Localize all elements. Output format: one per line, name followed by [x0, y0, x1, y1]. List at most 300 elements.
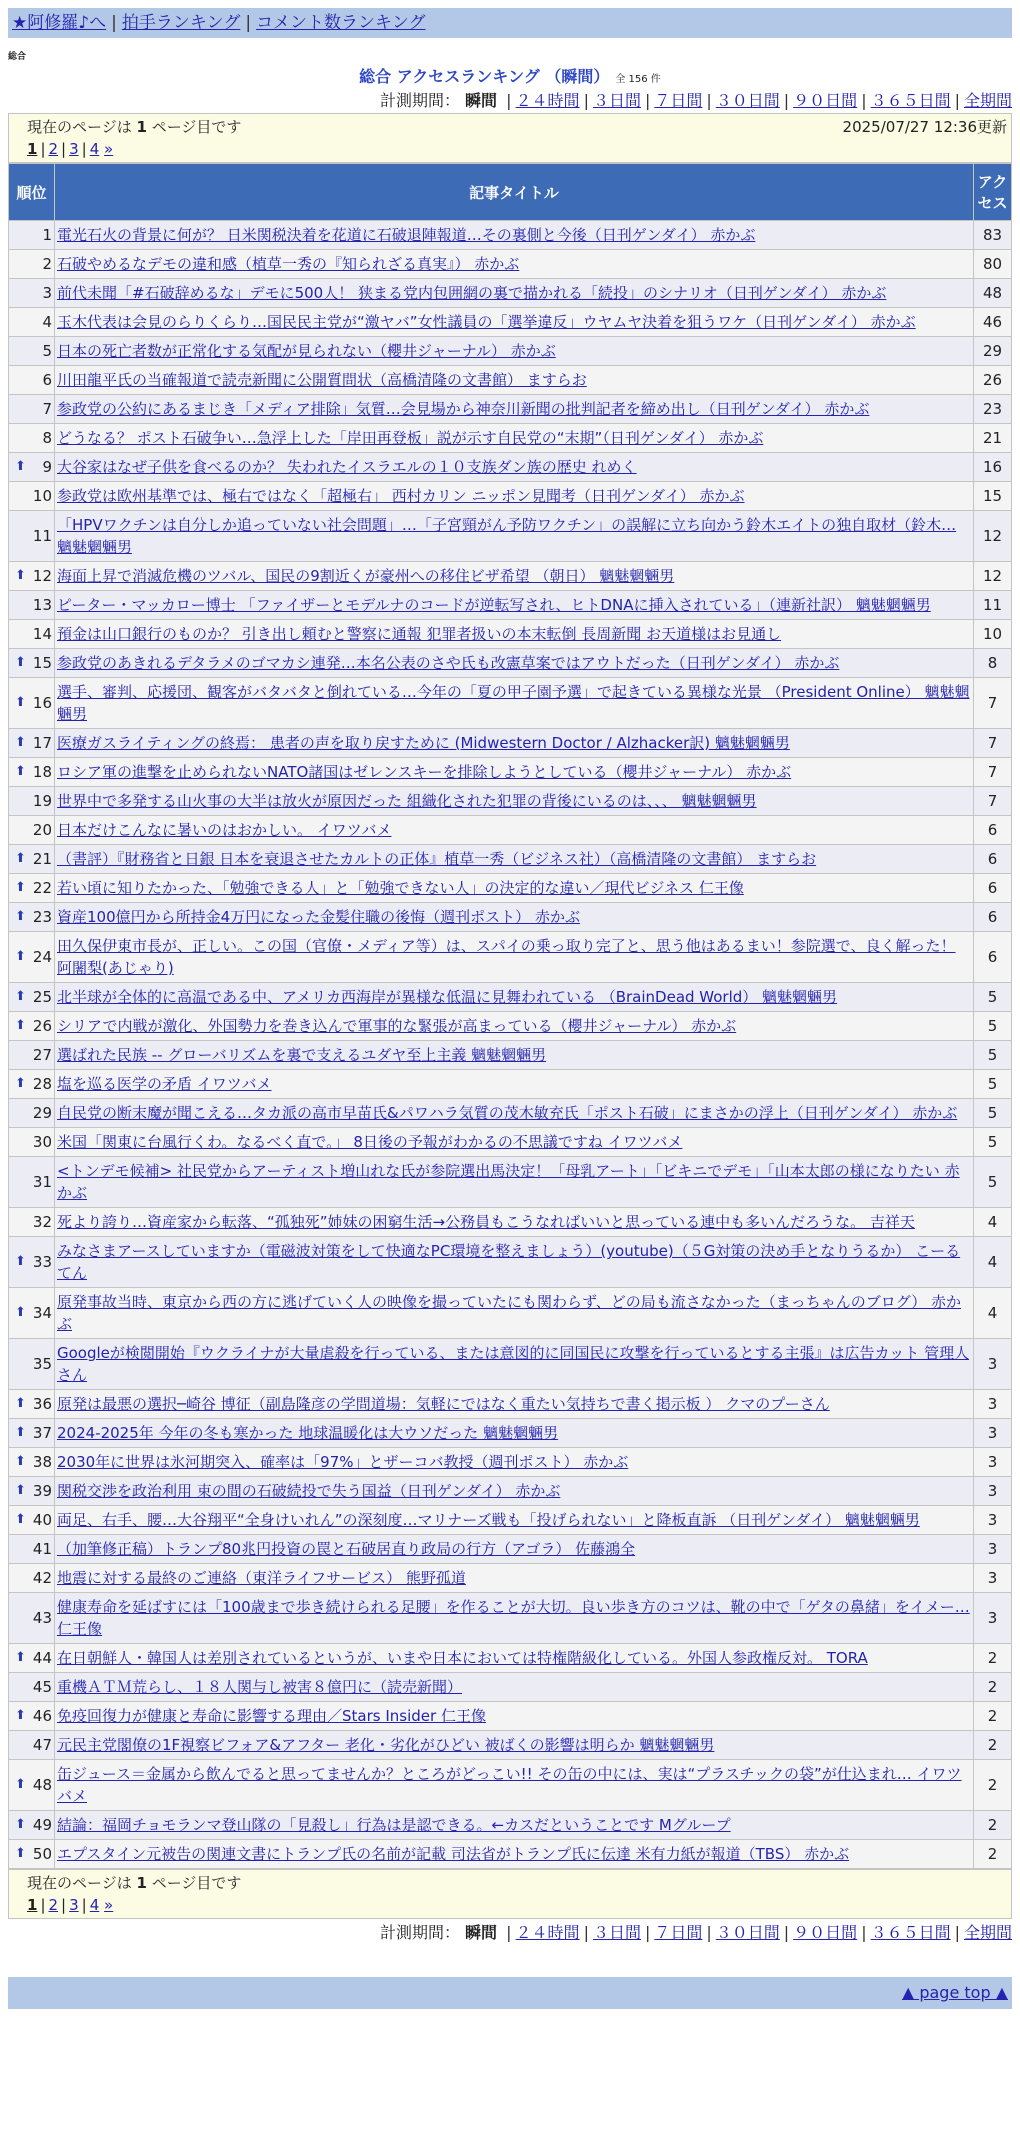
rank-number: 1	[42, 226, 52, 244]
title-cell	[55, 1208, 974, 1237]
pager-bottom	[8, 1869, 1012, 1919]
table-row	[9, 1811, 1012, 1840]
table-row	[9, 874, 1012, 903]
up-arrow-icon: ⬆	[15, 880, 26, 895]
title-cell	[55, 1288, 974, 1339]
home-link[interactable]: ★阿修羅♪へ	[12, 13, 107, 33]
up-arrow-icon: ⬆	[15, 1650, 26, 1665]
total-count: 全 156 件	[615, 74, 661, 85]
up-arrow-icon: ⬆	[15, 1425, 26, 1440]
up-arrow-icon: ⬆	[15, 735, 26, 750]
next-page-link[interactable]: »	[104, 140, 114, 158]
rank-number: 21	[32, 850, 52, 868]
rank-cell	[9, 511, 55, 562]
title-cell	[55, 279, 974, 308]
access-count: 2	[974, 1702, 1012, 1731]
article-link[interactable]: 両足、右手、腰…大谷翔平“全身けいれん”の深刻度…マリナーズ戦も「投げられない」と降板直訴 （日刊ゲンダイ） 魑魅魍魎男	[57, 1511, 920, 1529]
access-count: 5	[974, 1012, 1012, 1041]
rank-number: 39	[32, 1482, 52, 1500]
rank-number: 48	[32, 1776, 52, 1794]
rank-cell	[9, 903, 55, 932]
article-link[interactable]: 玉木代表は会見のらりくらり…国民民主党が“激ヤバ”女性議員の「選挙違反」ウヤムヤ決着を狙うワケ（日刊ゲンダイ） 赤かぶ	[57, 313, 916, 331]
period-link[interactable]: ３６５日間	[870, 1923, 951, 1942]
page-link[interactable]: 3	[69, 140, 79, 158]
rank-number: 40	[32, 1511, 52, 1529]
rank-cell	[9, 1208, 55, 1237]
page-links	[27, 1894, 1007, 1916]
rank-number: 7	[42, 400, 52, 418]
title-cell	[55, 1564, 974, 1593]
title-cell	[55, 1012, 974, 1041]
table-row	[9, 366, 1012, 395]
period-links	[502, 1923, 1012, 1942]
title-cell	[55, 1702, 974, 1731]
up-arrow-icon: ⬆	[15, 1512, 26, 1527]
article-link[interactable]: 参政党のあきれるデタラメのゴマカシ連発…本名公表のさや氏も改憲草案ではアウトだった（日刊ゲンダイ） 赤かぶ	[57, 654, 840, 672]
table-row	[9, 1448, 1012, 1477]
article-link[interactable]: 選手、審判、応援団、観客がバタバタと倒れている…今年の「夏の甲子園予選」で起きている異様な光景 （President Online） 魑魅魍魎男	[57, 683, 970, 723]
period-link[interactable]: 全期間	[963, 1923, 1012, 1942]
article-link[interactable]: 在日朝鮮人・韓国人は差別されているというが、いまや日本においては特権階級化している。外国人参政権反対。 TORA	[57, 1649, 868, 1667]
period-separator: |	[706, 91, 712, 110]
access-count: 4	[974, 1208, 1012, 1237]
article-link[interactable]: 「HPVワクチンは自分しか追っていない社会問題」…「子宮頸がん予防ワクチン」の誤解に立ち向かう鈴木エイトの独自取材（鈴木… 魑魅魍魎男	[57, 516, 957, 556]
title-cell	[55, 1535, 974, 1564]
rank-cell	[9, 1390, 55, 1419]
period-link[interactable]: ９０日間	[793, 1923, 858, 1942]
rank-cell	[9, 1237, 55, 1288]
rank-cell	[9, 1477, 55, 1506]
title-cell	[55, 337, 974, 366]
rank-number: 25	[32, 988, 52, 1006]
title-cell	[55, 1448, 974, 1477]
title-cell	[55, 562, 974, 591]
article-link[interactable]: 日本だけこんなに暑いのはおかしい。 イワツバメ	[57, 821, 392, 839]
page-separator: |	[40, 1896, 46, 1914]
rank-number: 32	[32, 1213, 52, 1231]
page-link[interactable]: 2	[48, 140, 59, 158]
title-cell	[55, 1128, 974, 1157]
page-link[interactable]: 4	[89, 140, 100, 158]
table-row	[9, 1702, 1012, 1731]
page-link[interactable]: 4	[89, 1896, 100, 1914]
access-count: 5	[974, 983, 1012, 1012]
period-separator: |	[783, 91, 790, 110]
period-link[interactable]: ３日間	[592, 1923, 641, 1942]
period-link[interactable]: ７日間	[654, 91, 703, 110]
up-arrow-icon: ⬆	[15, 1396, 26, 1411]
access-count: 6	[974, 816, 1012, 845]
updated-timestamp: 2025/07/27 12:36更新	[842, 118, 1007, 136]
article-link[interactable]: 田久保伊東市長が、正しい。この国（官僚・メディア等）は、スパイの乗っ取り完了と、思う他はあるまい！参院選で、良く解った！ 阿闍梨(あじゃり)	[57, 937, 956, 977]
page-separator: |	[61, 140, 67, 158]
rank-cell	[9, 1811, 55, 1840]
up-arrow-icon: ⬆	[15, 1817, 26, 1832]
next-page-link[interactable]: »	[104, 1896, 114, 1914]
title-cell	[55, 874, 974, 903]
rank-cell	[9, 1564, 55, 1593]
access-count: 3	[974, 1448, 1012, 1477]
title-cell	[55, 453, 974, 482]
rank-number: 34	[32, 1304, 52, 1322]
access-count: 5	[974, 1099, 1012, 1128]
article-link[interactable]: 石破やめるなデモの違和感（植草一秀の『知られざる真実』） 赤かぶ	[57, 255, 520, 273]
access-count: 2	[974, 1760, 1012, 1811]
article-link[interactable]: 重機ＡＴＭ荒らし、１８人関与し被害８億円に（読売新聞）	[57, 1678, 463, 1696]
up-arrow-icon: ⬆	[15, 1708, 26, 1723]
access-count: 12	[974, 511, 1012, 562]
table-row	[9, 1673, 1012, 1702]
article-link[interactable]: 塩を巡る医学の矛盾 イワツバメ	[57, 1075, 272, 1093]
rank-number: 41	[32, 1540, 52, 1558]
ranking-table	[8, 163, 1012, 1869]
title-cell	[55, 903, 974, 932]
access-count: 15	[974, 482, 1012, 511]
access-count: 6	[974, 845, 1012, 874]
title-cell	[55, 482, 974, 511]
page-separator: |	[61, 1896, 67, 1914]
rank-number: 4	[42, 313, 52, 331]
rank-cell	[9, 932, 55, 983]
table-row	[9, 424, 1012, 453]
article-link[interactable]: 参政党は欧州基準では、極右ではなく「超極右」 西村カリン ニッポン見聞考（日刊ゲンダイ） 赤かぶ	[57, 487, 745, 505]
article-link[interactable]: 缶ジュース＝金属から飲んでると思ってませんか？ところがどっこい!! その缶の中には、実は“プラスチックの袋”が仕込まれ… イワツバメ	[57, 1765, 962, 1805]
page-links	[27, 138, 1007, 160]
title-cell	[55, 1041, 974, 1070]
rank-number: 12	[32, 567, 52, 585]
title-cell	[55, 511, 974, 562]
table-row	[9, 1419, 1012, 1448]
rank-cell	[9, 1419, 55, 1448]
access-count: 21	[974, 424, 1012, 453]
rank-cell	[9, 366, 55, 395]
period-link[interactable]: ３０日間	[715, 91, 780, 110]
title-header: 記事タイトル	[55, 164, 974, 221]
article-link[interactable]: 死より誇り…資産家から転落、“孤独死”姉妹の困窮生活→公務員もこうなればいいと思っている連中も多いんだろうな。 吉祥天	[57, 1213, 915, 1231]
article-link[interactable]: どうなる？ ポスト石破争い…急浮上した「岸田再登板」説が示す自民党の“末期”（日刊ゲンダイ） 赤かぶ	[57, 429, 764, 447]
access-count: 3	[974, 1419, 1012, 1448]
period-separator: |	[954, 1923, 960, 1942]
access-count: 3	[974, 1477, 1012, 1506]
rank-cell	[9, 1760, 55, 1811]
rank-cell	[9, 649, 55, 678]
up-arrow-icon: ⬆	[15, 459, 26, 474]
period-separator: |	[783, 1923, 790, 1942]
rank-cell	[9, 279, 55, 308]
rank-number: 42	[32, 1569, 52, 1587]
article-link[interactable]: Googleが検閲開始『ウクライナが大量虐殺を行っている、または意図的に同国民に攻撃を行っているとする主張』は広告カット 管理人さん	[57, 1344, 970, 1384]
rank-cell	[9, 758, 55, 787]
access-count: 7	[974, 787, 1012, 816]
article-link[interactable]: 選ばれた民族 -- グローバリズムを裏で支えるユダヤ至上主義 魑魅魍魎男	[57, 1046, 547, 1064]
page-top-link[interactable]: ▲ page top ▲	[901, 1983, 1008, 2002]
rank-cell	[9, 1012, 55, 1041]
rank-number: 49	[32, 1816, 52, 1834]
table-row	[9, 1128, 1012, 1157]
article-link[interactable]: みなさまアースしていますか（電磁波対策をして快適なPC環境を整えましょう）(youtube)（５G対策の決め手となりうるか） こーるてん	[57, 1242, 961, 1282]
title-cell	[55, 1157, 974, 1208]
table-row	[9, 482, 1012, 511]
table-row	[9, 1506, 1012, 1535]
access-count: 7	[974, 758, 1012, 787]
table-row	[9, 1288, 1012, 1339]
rank-number: 5	[42, 342, 52, 360]
table-row	[9, 787, 1012, 816]
article-link[interactable]: 元民主党閣僚の1F視察ビフォア&アフター 老化・劣化がひどい 被ばくの影響は明らか 魑魅魍魎男	[57, 1736, 715, 1754]
rank-number: 29	[32, 1104, 52, 1122]
article-link[interactable]: 2030年に世界は氷河期突入、確率は「97%」とザーコバ教授（週刊ポスト） 赤かぶ	[57, 1453, 629, 1471]
page-link: 1	[27, 1896, 38, 1914]
article-link[interactable]: ピーター・マッカロー博士 「ファイザーとモデルナのコードが逆転写され、ヒトDNAに挿入されている」（連新社訳） 魑魅魍魎男	[57, 596, 931, 614]
page-link[interactable]: 3	[69, 1896, 79, 1914]
table-row	[9, 1390, 1012, 1419]
period-separator: |	[506, 1923, 512, 1942]
table-row	[9, 1012, 1012, 1041]
nav-separator: |	[245, 13, 252, 33]
article-link[interactable]: エプスタイン元被告の関連文書にトランプ氏の名前が記載 司法省がトランプ氏に伝達 米有力紙が報道（TBS） 赤かぶ	[57, 1845, 850, 1863]
rank-cell	[9, 1288, 55, 1339]
rank-cell	[9, 729, 55, 758]
access-count: 26	[974, 366, 1012, 395]
title-cell	[55, 1099, 974, 1128]
title-cell	[55, 1760, 974, 1811]
page-separator: |	[81, 140, 87, 158]
article-link[interactable]: 海面上昇で消滅危機のツバル、国民の9割近くが豪州への移住ビザ希望 （朝日） 魑魅魍魎男	[57, 567, 675, 585]
access-count: 83	[974, 221, 1012, 250]
rank-number: 16	[32, 694, 52, 712]
rank-cell	[9, 562, 55, 591]
title-cell	[55, 308, 974, 337]
article-link[interactable]: ロシア軍の進撃を止められないNATO諸国はゼレンスキーを排除しようとしている（櫻井ジャーナル） 赤かぶ	[57, 763, 792, 781]
article-link[interactable]: 前代未聞「#石破辞めるな」デモに500人！ 狭まる党内包囲網の裏で描かれる「続投」のシナリオ（日刊ゲンダイ） 赤かぶ	[57, 284, 887, 302]
rank-cell	[9, 337, 55, 366]
rank-cell	[9, 1673, 55, 1702]
period-separator: |	[644, 91, 651, 110]
article-link[interactable]: 免疫回復力が健康と寿命に影響する理由／Stars Insider 仁王像	[57, 1707, 486, 1725]
article-link[interactable]: 結論：福岡チョモランマ登山隊の「見殺し」行為は是認できる。←カスだということです Mグループ	[57, 1816, 731, 1834]
title-cell	[55, 729, 974, 758]
rank-cell	[9, 874, 55, 903]
page-link: 1	[27, 140, 38, 158]
rank-number: 14	[32, 625, 52, 643]
title-cell	[55, 1339, 974, 1390]
access-count: 29	[974, 337, 1012, 366]
table-row	[9, 591, 1012, 620]
article-link[interactable]: 日本の死亡者数が正常化する気配が見られない（櫻井ジャーナル） 赤かぶ	[57, 342, 556, 360]
access-count: 2	[974, 1673, 1012, 1702]
article-link[interactable]: 原発事故当時、東京から西の方に逃げていく人の映像を撮っていたにも関わらず、どの局も流さなかった（まっちゃんのブログ） 赤かぶ	[57, 1293, 962, 1333]
up-arrow-icon: ⬆	[15, 1018, 26, 1033]
access-count: 48	[974, 279, 1012, 308]
table-row	[9, 1070, 1012, 1099]
period-selector-bottom	[0, 1921, 1012, 1945]
top-nav	[8, 8, 1012, 38]
table-row	[9, 1593, 1012, 1644]
rank-cell	[9, 221, 55, 250]
period-separator: |	[583, 1923, 589, 1942]
period-link[interactable]: ２４時間	[515, 1923, 580, 1942]
access-count: 3	[974, 1506, 1012, 1535]
table-row	[9, 620, 1012, 649]
article-link[interactable]: 資産100億円から所持金4万円になった金髪住職の後悔（週刊ポスト） 赤かぶ	[57, 908, 580, 926]
access-count: 3	[974, 1535, 1012, 1564]
rank-number: 2	[42, 255, 52, 273]
title-cell	[55, 816, 974, 845]
table-row	[9, 1208, 1012, 1237]
access-count: 10	[974, 620, 1012, 649]
rank-number: 46	[32, 1707, 52, 1725]
access-count: 46	[974, 308, 1012, 337]
rank-number: 43	[32, 1609, 52, 1627]
rank-cell	[9, 678, 55, 729]
rank-number: 19	[32, 792, 52, 810]
article-link[interactable]: 医療ガスライティングの終焉： 患者の声を取り戻すために (Midwestern Doctor / Alzhacker訳) 魑魅魍魎男	[57, 734, 790, 752]
up-arrow-icon: ⬆	[15, 989, 26, 1004]
title-cell	[55, 932, 974, 983]
article-link[interactable]: 地震に対する最終のご連絡（東洋ライフサービス） 熊野孤道	[57, 1569, 466, 1587]
title-cell	[55, 1477, 974, 1506]
table-row	[9, 1644, 1012, 1673]
up-arrow-icon: ⬆	[15, 1777, 26, 1792]
article-link[interactable]: 自民党の断末魔が聞こえる…タカ派の高市早苗氏&パワハラ気質の茂木敏充氏「ポスト石破」にまさかの浮上（日刊ゲンダイ） 赤かぶ	[57, 1104, 958, 1122]
access-count: 2	[974, 1811, 1012, 1840]
rank-header: 順位	[9, 164, 55, 221]
rank-number: 38	[32, 1453, 52, 1471]
up-arrow-icon: ⬆	[15, 1846, 26, 1861]
rank-cell	[9, 983, 55, 1012]
period-selector-top	[0, 89, 1012, 113]
article-link[interactable]: 関税交渉を政治利用 束の間の石破続投で失う国益（日刊ゲンダイ） 赤かぶ	[57, 1482, 561, 1500]
up-arrow-icon: ⬆	[15, 851, 26, 866]
up-arrow-icon: ⬆	[15, 764, 26, 779]
table-row	[9, 1840, 1012, 1869]
rank-cell	[9, 1593, 55, 1644]
table-row	[9, 729, 1012, 758]
rank-number: 23	[32, 908, 52, 926]
rank-number: 9	[42, 458, 52, 476]
rank-number: 17	[32, 734, 52, 752]
article-link[interactable]: <トンデモ候補> 社民党からアーティスト増山れな氏が参院選出馬決定！「母乳アート」「ビキニでデモ」「山本太郎の様になりたい 赤かぶ	[57, 1162, 960, 1202]
rank-cell	[9, 1644, 55, 1673]
article-link[interactable]: 電光石火の背景に何が？ 日米関税決着を花道に石破退陣報道…その裏側と今後（日刊ゲンダイ） 赤かぶ	[57, 226, 756, 244]
page-title	[0, 67, 1020, 87]
up-arrow-icon: ⬆	[15, 1076, 26, 1091]
rank-number: 27	[32, 1046, 52, 1064]
article-link[interactable]: 参政党の公約にあるまじき「メディア排除」気質…会見場から神奈川新聞の批判記者を締め出し（日刊ゲンダイ） 赤かぶ	[57, 400, 870, 418]
title-cell	[55, 250, 974, 279]
article-link[interactable]: シリアで内戦が激化、外国勢力を巻き込んで軍事的な緊張が高まっている（櫻井ジャーナル） 赤かぶ	[57, 1017, 737, 1035]
article-link[interactable]: 大谷家はなぜ子供を食べるのか？ 失われたイスラエルの１０支族ダン族の歴史 れめく	[57, 458, 637, 476]
applause-ranking-link[interactable]: 拍手ランキング	[121, 13, 241, 33]
article-link[interactable]: 米国「関東に台風行くわ。なるべく直で。」 8日後の予報がわかるの不思議ですね イワツバメ	[57, 1133, 683, 1151]
table-row	[9, 845, 1012, 874]
up-arrow-icon: ⬆	[15, 1454, 26, 1469]
title-cell	[55, 678, 974, 729]
access-count: 3	[974, 1593, 1012, 1644]
rank-number: 37	[32, 1424, 52, 1442]
access-count: 2	[974, 1840, 1012, 1869]
rank-cell	[9, 1128, 55, 1157]
rank-cell	[9, 1702, 55, 1731]
article-link[interactable]: 2024-2025年 今年の冬も寒かった 地球温暖化は大ウソだった 魑魅魍魎男	[57, 1424, 559, 1442]
article-link[interactable]: 健康寿命を延ばすには「100歳まで歩き続けられる足腰」を作ることが大切。良い歩き方のコツは、靴の中で「ゲタの鼻緒」をイメー… 仁王像	[57, 1598, 970, 1638]
rank-number: 10	[32, 487, 52, 505]
title-cell	[55, 1811, 974, 1840]
period-separator: |	[644, 1923, 651, 1942]
rank-cell	[9, 1070, 55, 1099]
article-link[interactable]: 世界中で多発する山火事の大半は放火が原因だった 組織化された犯罪の背後にいるのは、、、 魑魅魍魎男	[57, 792, 757, 810]
rank-cell	[9, 1099, 55, 1128]
title-cell	[55, 1506, 974, 1535]
period-link[interactable]: ２４時間	[515, 91, 580, 110]
rank-number: 30	[32, 1133, 52, 1151]
rank-cell	[9, 1041, 55, 1070]
rank-cell	[9, 250, 55, 279]
title-cell	[55, 1644, 974, 1673]
table-row	[9, 758, 1012, 787]
table-row	[9, 816, 1012, 845]
pager-top	[8, 113, 1012, 163]
rank-cell	[9, 591, 55, 620]
article-link[interactable]: 川田龍平氏の当確報道で読売新聞に公開質問状（高橋清隆の文書館） ますらお	[57, 371, 587, 389]
title-cell	[55, 1731, 974, 1760]
period-link[interactable]: ３日間	[592, 91, 641, 110]
article-link[interactable]: 原発は最悪の選択─崎谷 博征（副島隆彦の学問道場：気軽にではなく重たい気持ちで書く掲示板 ） クマのプーさん	[57, 1395, 830, 1413]
rank-cell	[9, 1840, 55, 1869]
article-link[interactable]: 預金は山口銀行のものか？ 引き出し頼むと警察に通報 犯罪者扱いの本末転倒 長周新聞 お天道様はお見通し	[57, 625, 782, 643]
period-link[interactable]: ７日間	[654, 1923, 703, 1942]
period-label: 計測期間：	[379, 91, 460, 110]
rank-number: 18	[32, 763, 52, 781]
article-link[interactable]: 北半球が全体的に高温である中、アメリカ西海岸が異様な低温に見舞われている （BrainDead World） 魑魅魍魎男	[57, 988, 838, 1006]
rank-cell	[9, 482, 55, 511]
count-header: アクセス	[974, 164, 1012, 221]
article-link[interactable]: （加筆修正稿）トランプ80兆円投資の罠と石破居直り政局の行方（アゴラ） 佐藤鴻全	[57, 1540, 636, 1558]
rank-cell	[9, 816, 55, 845]
up-arrow-icon: ⬆	[15, 1305, 26, 1320]
title-cell	[55, 1593, 974, 1644]
table-row	[9, 649, 1012, 678]
access-count: 7	[974, 729, 1012, 758]
period-link[interactable]: 全期間	[963, 91, 1012, 110]
access-count: 2	[974, 1644, 1012, 1673]
rank-number: 50	[32, 1845, 52, 1863]
article-link[interactable]: （書評）『財務省と日銀 日本を衰退させたカルトの正体』植草一秀（ビジネス社）（高橋清隆の文書館） ますらお	[57, 850, 817, 868]
period-link[interactable]: ３６５日間	[870, 91, 951, 110]
page-separator: |	[40, 140, 46, 158]
access-count: 5	[974, 1157, 1012, 1208]
period-link[interactable]: ９０日間	[793, 91, 858, 110]
period-link[interactable]: ３０日間	[715, 1923, 780, 1942]
access-count: 6	[974, 903, 1012, 932]
title-cell	[55, 758, 974, 787]
comment-ranking-link[interactable]: コメント数ランキング	[256, 13, 426, 33]
access-count: 23	[974, 395, 1012, 424]
table-row	[9, 932, 1012, 983]
table-row	[9, 562, 1012, 591]
up-arrow-icon: ⬆	[15, 1254, 26, 1269]
article-link[interactable]: 若い頃に知りたかった、「勉強できる人」と「勉強できない人」の決定的な違い／現代ビジネス 仁王像	[57, 879, 744, 897]
table-row	[9, 395, 1012, 424]
up-arrow-icon: ⬆	[15, 695, 26, 710]
title-cell	[55, 1070, 974, 1099]
page-link[interactable]: 2	[48, 1896, 59, 1914]
period-separator: |	[583, 91, 589, 110]
rank-number: 22	[32, 879, 52, 897]
table-row	[9, 250, 1012, 279]
access-count: 80	[974, 250, 1012, 279]
access-count: 11	[974, 591, 1012, 620]
